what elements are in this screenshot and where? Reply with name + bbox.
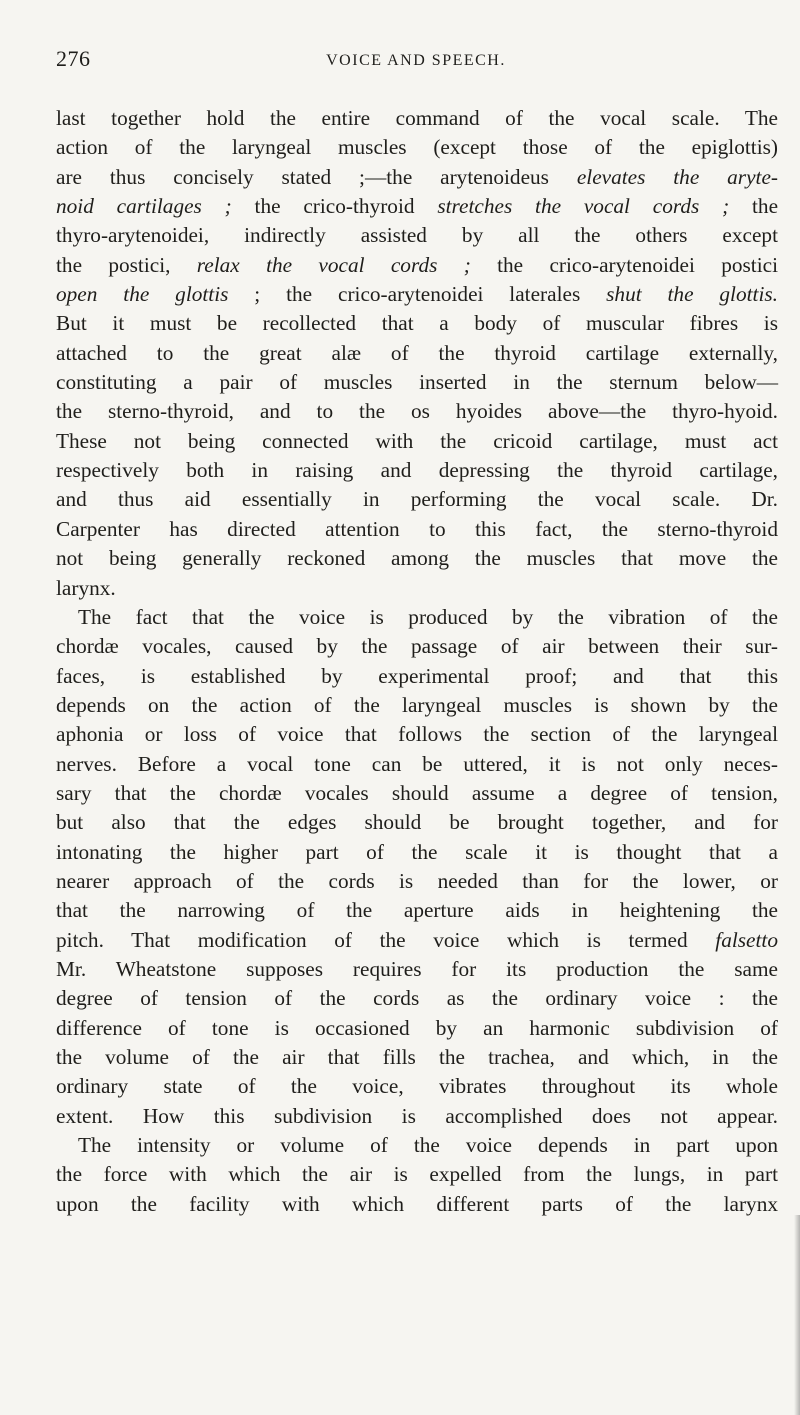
text-line: sary that the chordæ vocales should assume a degree of tension,	[56, 780, 778, 805]
text-line: attached to the great alæ of the thyroid cartilage externally,	[56, 340, 778, 365]
text-line: that the narrowing of the aperture aids in heightening the	[56, 898, 778, 923]
page-header	[56, 46, 776, 80]
paragraph-2	[56, 603, 778, 1219]
italic-phrase: falsetto	[715, 927, 778, 952]
text-line: The intensity or volume of the voice depends in part upon	[78, 1133, 778, 1158]
italic-phrase: stretches the vocal cords ;	[437, 194, 730, 219]
text-line: respectively both in raising and depressing the thyroid cartilage,	[56, 458, 778, 483]
text-line: extent. How this subdivision is accomplished does not appear.	[56, 1103, 778, 1128]
text-line: thyro-arytenoidei, indirectly assisted by all the others except	[56, 223, 778, 248]
text-line: last together hold the entire command of the vocal scale. The	[56, 106, 778, 130]
text-line: the force with which the air is expelled from the lungs, in part	[56, 1162, 778, 1187]
text-line: larynx.	[56, 575, 116, 600]
page-number: 276	[56, 46, 91, 71]
text-line	[56, 192, 778, 221]
text-line: faces, is established by experimental proof; and that this	[56, 663, 778, 688]
text-line: But it must be recollected that a body of muscular fibres is	[56, 311, 778, 336]
text-line: but also that the edges should be brought together, and for	[56, 810, 778, 835]
italic-phrase: shut the glottis.	[606, 282, 778, 307]
text-line: The fact that the voice is produced by the vibration of the	[78, 604, 778, 629]
text-line: nerves. Before a vocal tone can be uttered, it is not only neces-	[56, 751, 778, 776]
text-line: constituting a pair of muscles inserted in the sternum below—	[56, 370, 778, 395]
text-line: Mr. Wheatstone supposes requires for its production the same	[56, 956, 778, 981]
text-run: the postici,	[56, 252, 197, 277]
paragraph-1	[56, 104, 778, 603]
body-text	[56, 104, 778, 1219]
text-line: difference of tone is occasioned by an harmonic subdivision of	[56, 1015, 778, 1040]
italic-phrase: noid cartilages ;	[56, 194, 232, 219]
text-run: are thus concisely stated ;—the arytenoideus	[56, 164, 577, 189]
italic-phrase: elevates the aryte-	[576, 164, 778, 189]
text-run: ; the crico-arytenoidei laterales	[228, 282, 607, 307]
text-line: aphonia or loss of voice that follows the section of the laryngeal	[56, 722, 778, 747]
text-line: nearer approach of the cords is needed than for the lower, or	[56, 868, 778, 893]
text-line: and thus aid essentially in performing the vocal scale. Dr.	[56, 487, 778, 512]
text-line: chordæ vocales, caused by the passage of air between their sur-	[56, 634, 778, 659]
text-run: the	[729, 194, 779, 219]
text-run: pitch. That modification of the voice which is termed	[56, 927, 716, 952]
text-line	[56, 163, 778, 192]
text-line: ordinary state of the voice, vibrates throughout its whole	[56, 1074, 778, 1099]
page-edge-shadow	[794, 1215, 800, 1415]
text-run: the crico-arytenoidei postici	[470, 252, 779, 277]
text-line	[56, 280, 778, 309]
text-line	[56, 251, 778, 280]
text-line: These not being connected with the cricoid cartilage, must act	[56, 428, 778, 453]
italic-phrase: relax the vocal cords ;	[196, 252, 471, 277]
text-line: action of the laryngeal muscles (except those of the epiglottis)	[56, 135, 778, 160]
text-line: depends on the action of the laryngeal muscles is shown by the	[56, 692, 778, 717]
italic-phrase: open the glottis	[56, 282, 229, 307]
text-line: upon the facility with which different parts of the larynx	[56, 1191, 778, 1216]
text-line: intonating the higher part of the scale it is thought that a	[56, 839, 778, 864]
text-line	[56, 926, 778, 955]
text-line: Carpenter has directed attention to this fact, the sterno-thyroid	[56, 516, 778, 541]
running-head: VOICE AND SPEECH.	[326, 52, 506, 69]
text-line: degree of tension of the cords as the ordinary voice : the	[56, 986, 778, 1011]
text-line: the volume of the air that fills the trachea, and which, in the	[56, 1045, 778, 1069]
text-run: the crico-thyroid	[231, 194, 438, 219]
text-line: the sterno-thyroid, and to the os hyoides above—the thyro-hyoid.	[56, 399, 778, 424]
text-line: not being generally reckoned among the muscles that move the	[56, 546, 778, 571]
